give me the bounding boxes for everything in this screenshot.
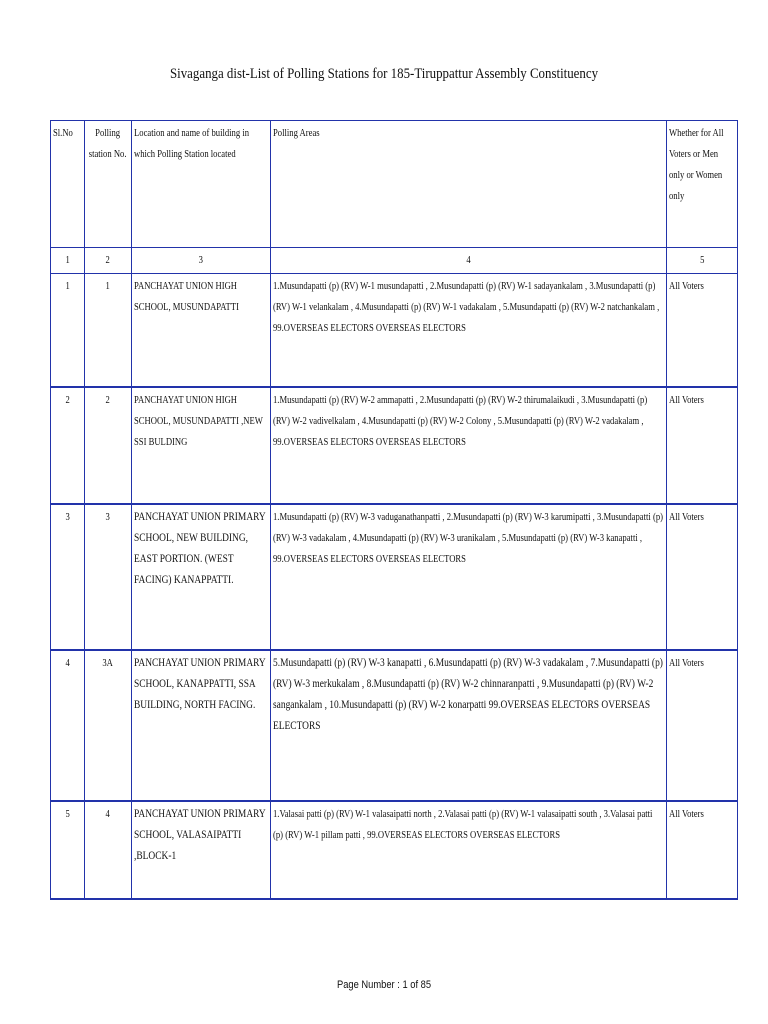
row-location: PANCHAYAT UNION PRIMARY SCHOOL, KANAPPATTI, SSA BUILDING, NORTH FACING. [132,650,271,801]
column-number: 4 [271,248,667,274]
column-number: 2 [85,248,132,274]
row-voter-type: All Voters [667,801,738,899]
row-polling-station-no: 1 [85,274,132,388]
row-location: PANCHAYAT UNION PRIMARY SCHOOL, VALASAIPATTI ,BLOCK-1 [132,801,271,899]
table-header-row [51,121,738,248]
row-polling-areas: 1.Musundapatti (p) (RV) W-2 ammapatti , 2.Musundapatti (p) (RV) W-2 thirumalaikudi , 3.Musundapatti (p) (RV) W-2 vadivelkalam , 4.Musundapatti (p) (RV) W-2 Colony , 5.Musundapatti (p) (RV) W-2 vadakalam , 99.OVERSEAS ELECTORS OVERSEAS ELECTORS [271,387,667,504]
page-number: Page Number : 1 of 85 [336,979,432,991]
header-polling-station-no: Polling station No. [85,121,132,248]
row-voter-type: All Voters [667,387,738,504]
table-row [51,650,738,801]
row-polling-areas: 1.Musundapatti (p) (RV) W-3 vaduganathanpatti , 2.Musundapatti (p) (RV) W-3 karumipatti , 3.Musundapatti (p) (RV) W-3 vadakalam , 4.Musundapatti (p) (RV) W-3 uranikalam , 5.Musundapatti (p) (RV) W-3 kanapatti , 99.OVERSEAS ELECTORS OVERSEAS ELECTORS [271,504,667,650]
column-number: 5 [667,248,738,274]
row-polling-station-no: 3 [85,504,132,650]
header-location: Location and name of building in which Polling Station located [132,121,271,248]
row-location: PANCHAYAT UNION PRIMARY SCHOOL, NEW BUILDING, EAST PORTION. (WEST FACING) KANAPPATTI. [132,504,271,650]
row-location: PANCHAYAT UNION HIGH SCHOOL, MUSUNDAPATTI [132,274,271,388]
page-title: Sivaganga dist-List of Polling Stations for 185-Tiruppattur Assembly Constituency [169,66,599,82]
header-polling-areas: Polling Areas [271,121,667,248]
row-polling-areas: 1.Musundapatti (p) (RV) W-1 musundapatti , 2.Musundapatti (p) (RV) W-1 sadayankalam , 3.Musundapatti (p) (RV) W-1 velankalam , 4.Musundapatti (p) (RV) W-1 vadakalam , 5.Musundapatti (p) (RV) W-2 natchankalam , 99.OVERSEAS ELECTORS OVERSEAS ELECTORS [271,274,667,388]
row-sl-no: 3 [51,504,85,650]
row-sl-no: 2 [51,387,85,504]
header-sl-no: Sl.No [51,121,85,248]
row-polling-station-no: 3A [85,650,132,801]
column-number: 1 [51,248,85,274]
column-number-row [51,248,738,274]
row-location: PANCHAYAT UNION HIGH SCHOOL, MUSUNDAPATTI ,NEW SSI BULDING [132,387,271,504]
polling-stations-table [50,120,738,900]
row-polling-station-no: 2 [85,387,132,504]
row-sl-no: 5 [51,801,85,899]
header-whether: Whether for All Voters or Men only or Women only [667,121,738,248]
table-row [51,801,738,899]
row-polling-station-no: 4 [85,801,132,899]
row-voter-type: All Voters [667,274,738,388]
row-polling-areas: 1.Valasai patti (p) (RV) W-1 valasaipatti north , 2.Valasai patti (p) (RV) W-1 valasaipatti south , 3.Valasai patti (p) (RV) W-1 pillam patti , 99.OVERSEAS ELECTORS OVERSEAS ELECTORS [271,801,667,899]
table-row [51,504,738,650]
row-voter-type: All Voters [667,650,738,801]
table-row [51,274,738,388]
table-row [51,387,738,504]
column-number: 3 [132,248,271,274]
row-voter-type: All Voters [667,504,738,650]
row-polling-areas: 5.Musundapatti (p) (RV) W-3 kanapatti , 6.Musundapatti (p) (RV) W-3 vadakalam , 7.Musundapatti (p) (RV) W-3 merkukalam , 8.Musundapatti (p) (RV) W-2 chinnaranpatti , 9.Musundapatti (p) (RV) W-2 sangankalam , 10.Musundapatti (p) (RV) W-2 konarpatti 99.OVERSEAS ELECTORS OVERSEAS ELECTORS [271,650,667,801]
row-sl-no: 4 [51,650,85,801]
row-sl-no: 1 [51,274,85,388]
